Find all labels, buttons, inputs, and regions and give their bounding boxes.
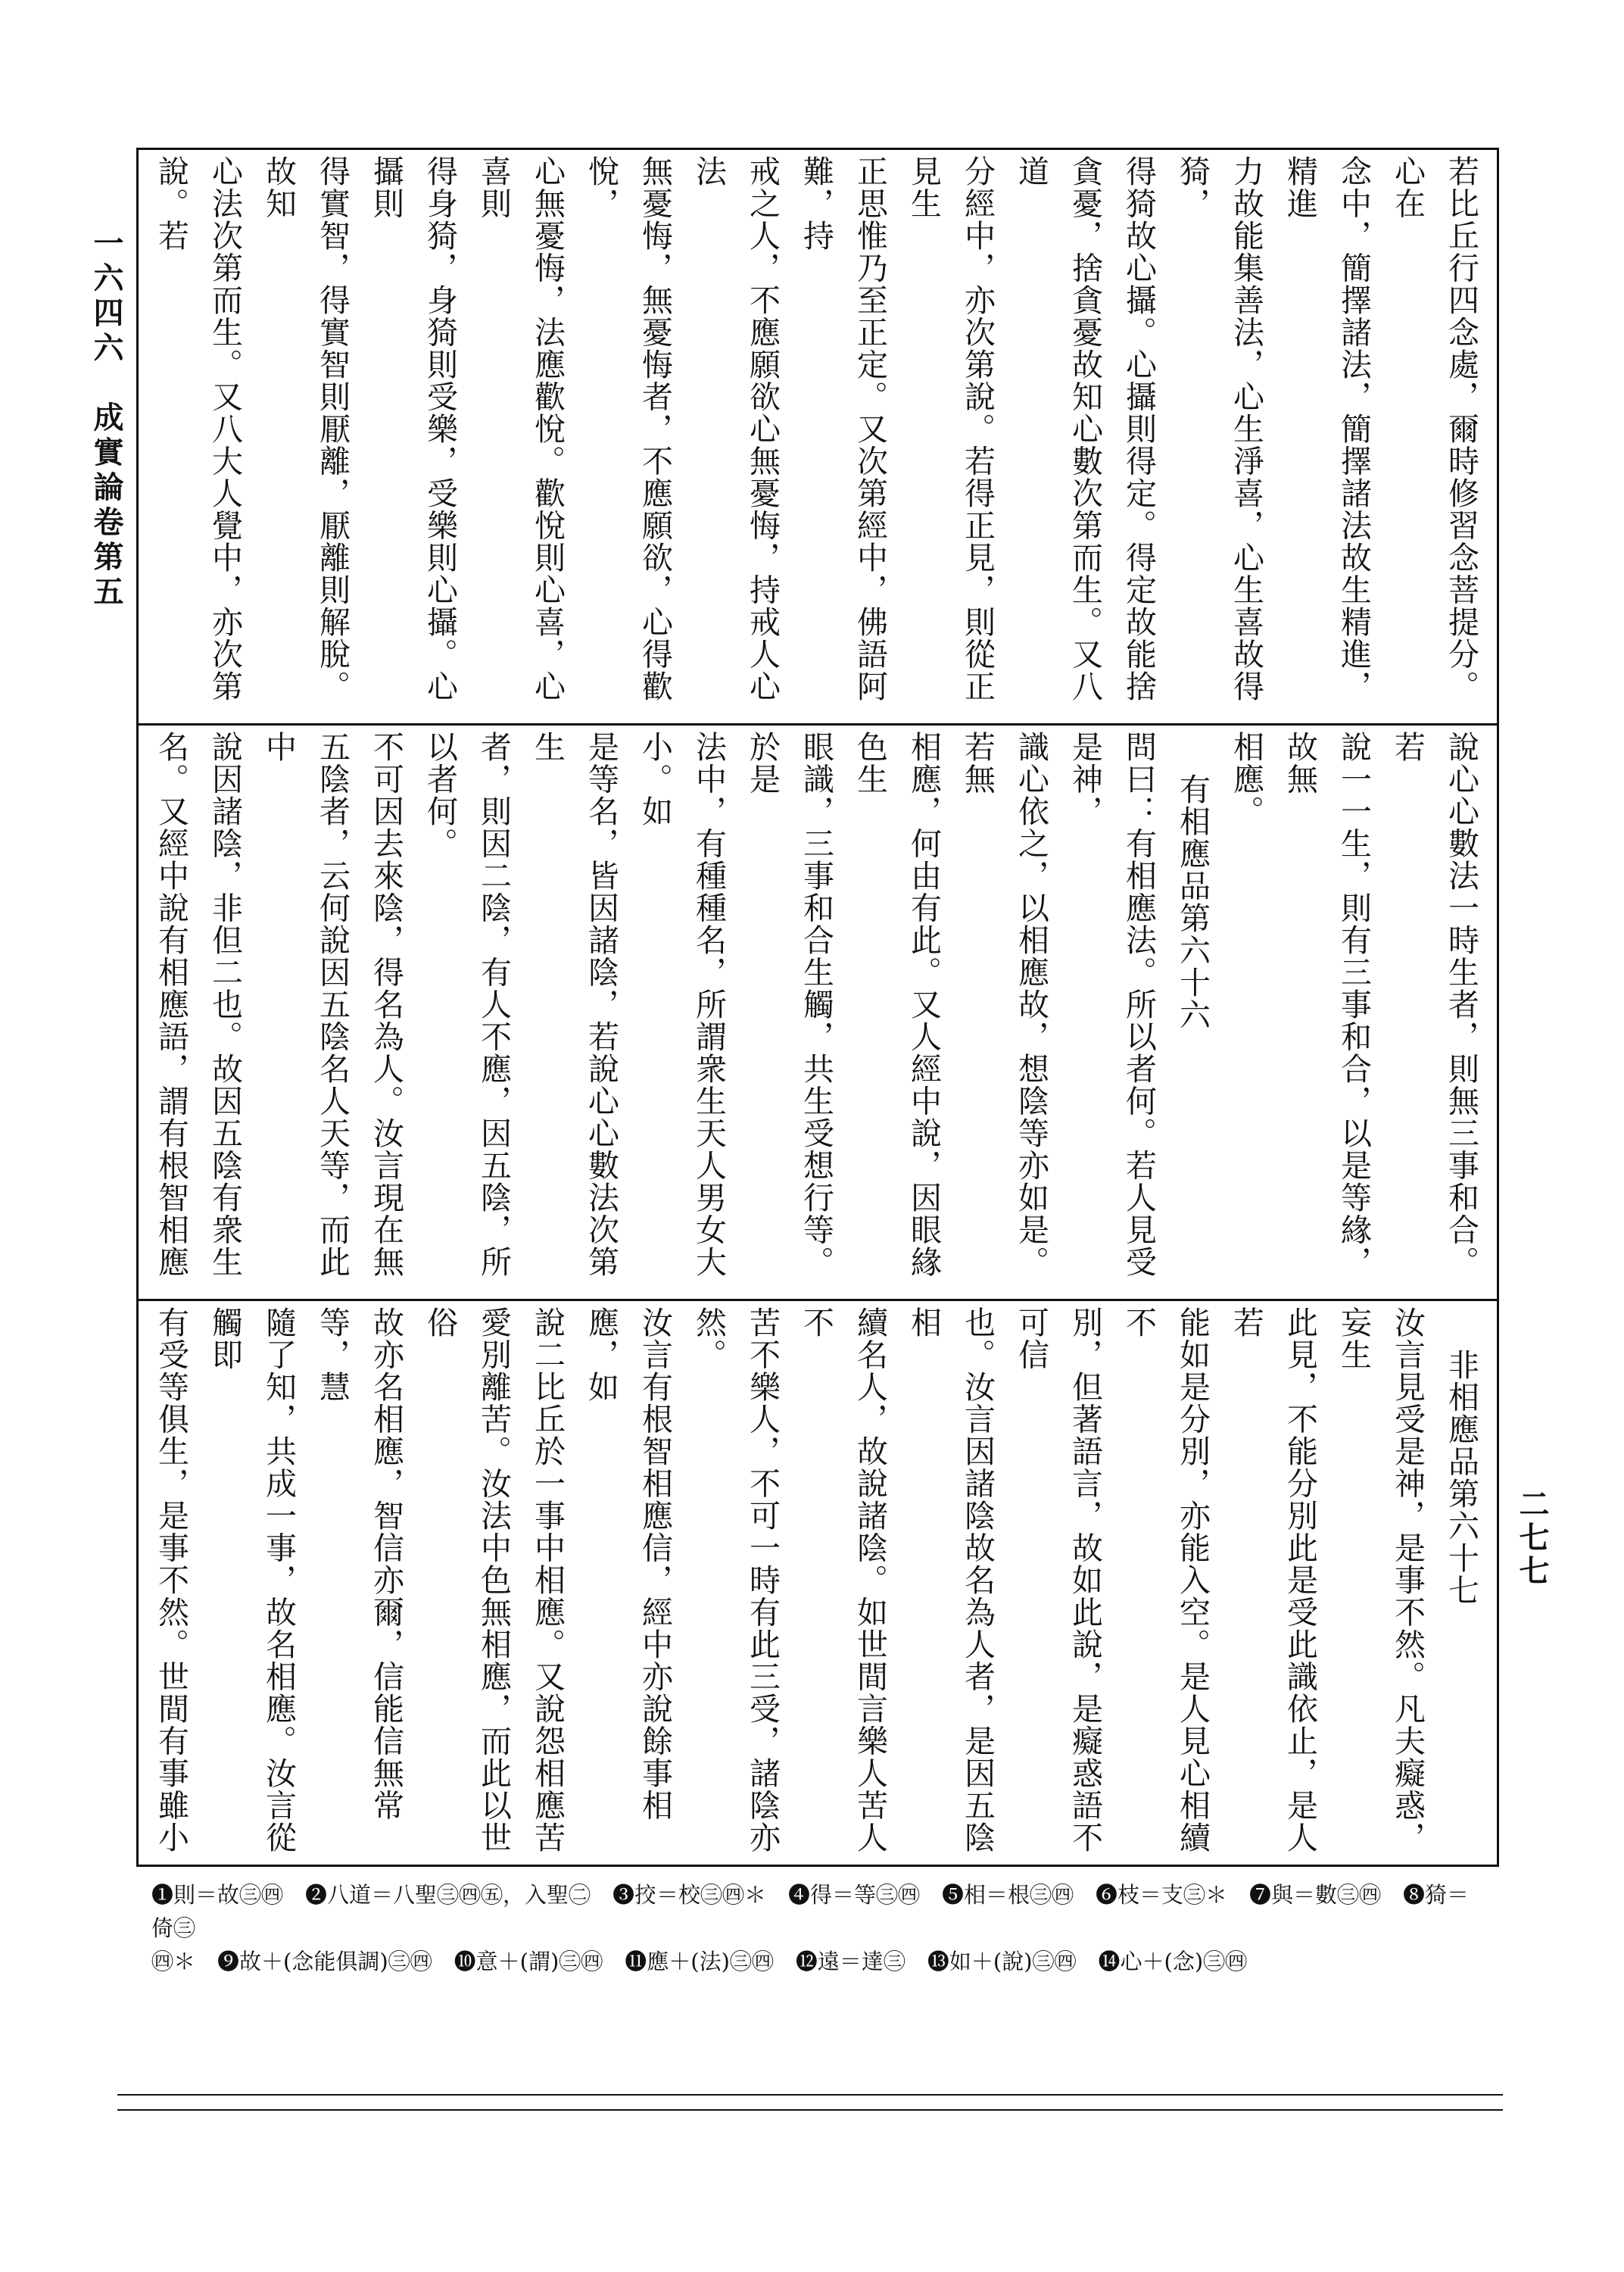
- band3-column: 此見，不能分別此是受此識依止，是人若: [1228, 1306, 1318, 1854]
- band1-column: 念中，簡擇諸法，簡擇諸法故生精進，精進: [1282, 155, 1372, 703]
- bottom-rule-2: [117, 2109, 1503, 2111]
- band3-column: 說二比丘於一事中相應。又說怨相應苦: [529, 1306, 566, 1854]
- header-page-number: 一六四六: [89, 227, 124, 367]
- band-divider-1: [136, 723, 1499, 726]
- band1-column: 戒之人，不應願欲心無憂悔，持戒人心法: [690, 155, 781, 703]
- band1-column: 分經中，亦次第說。若得正見，則從正見生: [906, 155, 996, 703]
- band2-column: 者，則因二陰，有人不應，因五陰，所以者何。: [422, 731, 512, 1278]
- page-header: [85, 227, 128, 610]
- band2-column: 識心依之，以相應故，想陰等亦如是。若無: [959, 731, 1049, 1278]
- band3-column: 能如是分別，亦能入空。是人見心相續不: [1121, 1306, 1211, 1854]
- band2-column: 名。又經中說有相應語，謂有根智相應: [153, 731, 189, 1278]
- band1-column: 心無憂悔，法應歡悅。歡悅則心喜，心喜則: [475, 155, 566, 703]
- page-footer-number: 二七七: [1514, 1488, 1550, 1588]
- band1-column: 得身猗，身猗則受樂，受樂則心攝。心攝則: [368, 155, 458, 703]
- band2-column: 五陰者，云何說因五陰名人天等，而此中: [260, 731, 351, 1278]
- band2-column: 問曰：有相應法。所以者何。若人見受是神，: [1067, 731, 1157, 1278]
- band2-column: 不可因去來陰，得名為人。汝言現在無: [368, 731, 404, 1278]
- band-3-columns: [148, 1306, 1488, 1859]
- band2-column: 說心心數法一時生者，則無三事和合。若: [1389, 731, 1479, 1278]
- band3-column: 隨了知，共成一事，故名相應。汝言從觸即: [207, 1306, 297, 1854]
- band2-column: 法中，有種種名，所謂衆生天人男女大小。如: [637, 731, 727, 1278]
- band3-column: 愛別離苦。汝法中色無相應，而此以世俗: [422, 1306, 512, 1854]
- band3-column: 有受等俱生，是事不然。世間有事雖小: [153, 1306, 189, 1854]
- band2-column: 說因諸陰，非但二也。故因五陰有衆生: [207, 731, 243, 1278]
- band1-column: 貪憂，捨貪憂故知心數次第而生。又八道: [1013, 155, 1103, 703]
- band1-column: 若比丘行四念處，爾時修習念菩提分。心在: [1389, 155, 1479, 703]
- band1-column: 力故能集善法，心生淨喜，心生喜故得猗，: [1174, 155, 1264, 703]
- band1-column: 得實智，得實智則厭離，厭離則解脫。故知: [260, 155, 351, 703]
- band3-column: 續名人，故說諸陰。如世間言樂人苦人不: [798, 1306, 888, 1854]
- band2-column: 相應。: [1228, 731, 1264, 828]
- note-line-2: ㊃＊ ❾故＋(念能俱調)㊂㊃ ❿意＋(謂)㊂㊃ ⓫應＋(法)㊂㊃ ⓬遠＝達㊂ ⓭如＋(說)㊂㊃ ⓮心＋(念)㊂㊃: [151, 1949, 1248, 1974]
- band1-column: 心法次第而生。又八大人覺中，亦次第說。若: [153, 155, 243, 703]
- header-volume-title: 成實論卷第五: [89, 401, 124, 610]
- band3-column: 別，但著語言，故如此說，是癡惑語不可信: [1013, 1306, 1103, 1854]
- band1-column: 得猗故心攝。心攝則得定。得定故能捨: [1121, 155, 1157, 703]
- text-band-1: [148, 155, 1488, 719]
- band-2-columns: [148, 731, 1488, 1295]
- band3-column: 故亦名相應，智信亦爾，信能信無常等，慧: [314, 1306, 404, 1821]
- band3-column: 非相應品第六十七: [1443, 1349, 1479, 1606]
- band2-column: 相應，何由有此。又人經中說，因眼緣色生: [852, 731, 942, 1278]
- band3-column: 苦不樂人，不可一時有此三受，諸陰亦然。: [690, 1306, 781, 1854]
- band-1-columns: [148, 155, 1488, 719]
- text-band-3: [148, 1306, 1488, 1859]
- textual-notes: [151, 1878, 1484, 1978]
- band2-column: 說一一生，則有三事和合，以是等緣，故無: [1282, 731, 1372, 1278]
- band1-column: 正思惟乃至正定。又次第經中，佛語阿難，持: [798, 155, 888, 703]
- band1-column: 無憂悔，無憂悔者，不應願欲，心得歡悅，: [583, 155, 673, 703]
- band2-column: 眼識，三事和合生觸，共生受想行等。於是: [744, 731, 834, 1278]
- bottom-rule-1: [117, 2094, 1503, 2096]
- note-line-1: ❶則＝故㊂㊃ ❷八道＝八聖㊂㊃㊄，入聖㊁ ❸挍＝校㊂㊃＊ ❹得＝等㊂㊃ ❺相＝根㊂㊃ ❻枝＝支㊂＊ ❼與＝數㊂㊃ ❽猗＝倚㊂: [151, 1882, 1470, 1941]
- band2-column: 有相應品第六十六: [1174, 773, 1211, 1031]
- text-band-2: [148, 731, 1488, 1295]
- band2-column: 是等名，皆因諸陰，若說心心數法次第生: [529, 731, 619, 1278]
- band3-column: 汝言有根智相應信，經中亦說餘事相應，如: [583, 1306, 673, 1821]
- band3-column: 也。汝言因諸陰故名為人者，是因五陰相: [906, 1306, 996, 1854]
- band-divider-2: [136, 1299, 1499, 1301]
- band3-column: 汝言見受是神，是事不然。凡夫癡惑，妄生: [1336, 1306, 1426, 1854]
